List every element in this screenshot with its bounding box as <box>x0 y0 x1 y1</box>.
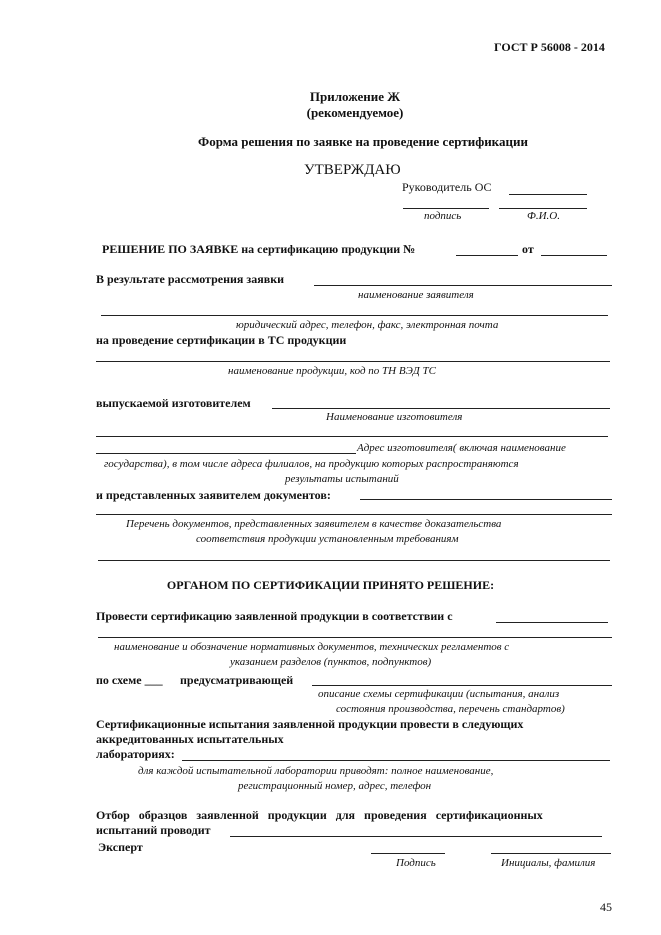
signature-hint: подпись <box>424 210 462 222</box>
decision-from: от <box>522 242 534 256</box>
page-number: 45 <box>600 900 612 914</box>
standard-code: ГОСТ Р 56008 - 2014 <box>494 40 605 54</box>
provides-label: предусматривающей <box>180 673 294 687</box>
manufacturer-address-line <box>96 453 356 454</box>
expert-name-hint: Инициалы, фамилия <box>501 857 596 869</box>
manuf-address-hint-1: Адрес изготовителя( включая наименование <box>357 442 566 454</box>
scheme-hint-1: описание схемы сертификации (испытания, анализ <box>318 688 560 700</box>
lab-line <box>182 760 610 761</box>
scheme-hint-2: состояния производства, перечень стандартов) <box>336 703 565 715</box>
docs-bottom-line <box>98 560 610 561</box>
lab-hint-2: регистрационный номер, адрес, телефон <box>238 780 432 792</box>
expert-signature-hint: Подпись <box>396 857 436 869</box>
tests-label-2: аккредитованных испытательных <box>96 732 284 746</box>
docs-label: и представленных заявителем документов: <box>96 488 331 502</box>
manufacturer-extra-line <box>96 436 608 437</box>
expert-name-line <box>491 853 611 854</box>
form-title: Форма решения по заявке на проведение сертификации <box>198 134 528 149</box>
body-decision-title: ОРГАНОМ ПО СЕРТИФИКАЦИИ ПРИНЯТО РЕШЕНИЕ: <box>166 578 495 592</box>
conduct-line <box>496 622 608 623</box>
sampling-label-1: Отбор образцов заявленной продукции для проведения сертификационных <box>96 808 543 822</box>
tests-label-1: Сертификационные испытания заявленной продукции провести в следующих <box>96 717 524 731</box>
appendix-title: Приложение Ж <box>309 89 401 104</box>
manufacturer-hint: Наименование изготовителя <box>326 411 463 423</box>
norm-hint-1: наименование и обозначение нормативных документов, технических регламентов с <box>114 641 510 653</box>
docs-hint-1: Перечень документов, представленных заявителем в качестве доказательства <box>126 518 502 530</box>
expert-label: Эксперт <box>98 840 143 854</box>
applicant-line <box>314 285 612 286</box>
address-line <box>101 315 608 316</box>
address-hint: юридический адрес, телефон, факс, электронная почта <box>236 319 499 331</box>
applicant-hint: наименование заявителя <box>358 289 474 301</box>
manuf-address-hint-2: государства), в том числе адреса филиалов, на продукцию которых распространяются <box>104 458 519 470</box>
norm-line <box>98 637 612 638</box>
head-signature-line <box>509 194 587 195</box>
tests-label-3: лабораториях: <box>96 747 175 761</box>
conduct-label: Провести сертификацию заявленной продукции в соответствии с <box>96 609 453 623</box>
product-line <box>96 361 610 362</box>
sampling-label-2: испытаний проводит <box>96 823 211 837</box>
decision-title: РЕШЕНИЕ ПО ЗАЯВКЕ на сертификацию продукции № <box>102 242 416 256</box>
approve-label: УТВЕРЖДАЮ <box>304 162 401 178</box>
docs-hint-2: соответствия продукции установленным требованиям <box>196 533 459 545</box>
manufacturer-label: выпускаемой изготовителем <box>96 396 251 410</box>
head-label: Руководитель ОС <box>402 180 492 194</box>
cert-label: на проведение сертификации в ТС продукции <box>96 333 347 347</box>
product-hint: наименование продукции, код по ТН ВЭД ТС <box>228 365 436 377</box>
appendix-subtitle: (рекомендуемое) <box>306 105 404 120</box>
fio-hint: Ф.И.О. <box>527 210 560 222</box>
review-label: В результате рассмотрения заявки <box>96 272 285 286</box>
sampling-line <box>230 836 602 837</box>
docs-line <box>360 499 612 500</box>
manuf-address-hint-3: результаты испытаний <box>285 473 399 485</box>
expert-signature-line <box>371 853 445 854</box>
decision-date-line <box>541 255 607 256</box>
scheme-label: по схеме ___ <box>96 673 163 687</box>
manufacturer-line <box>272 408 610 409</box>
lab-hint-1: для каждой испытательной лаборатории приводят: полное наименование, <box>138 765 494 777</box>
norm-hint-2: указанием разделов (пунктов, подпунктов) <box>230 656 432 668</box>
decision-number-line <box>456 255 518 256</box>
docs-extra-line <box>96 514 612 515</box>
scheme-line <box>312 685 612 686</box>
